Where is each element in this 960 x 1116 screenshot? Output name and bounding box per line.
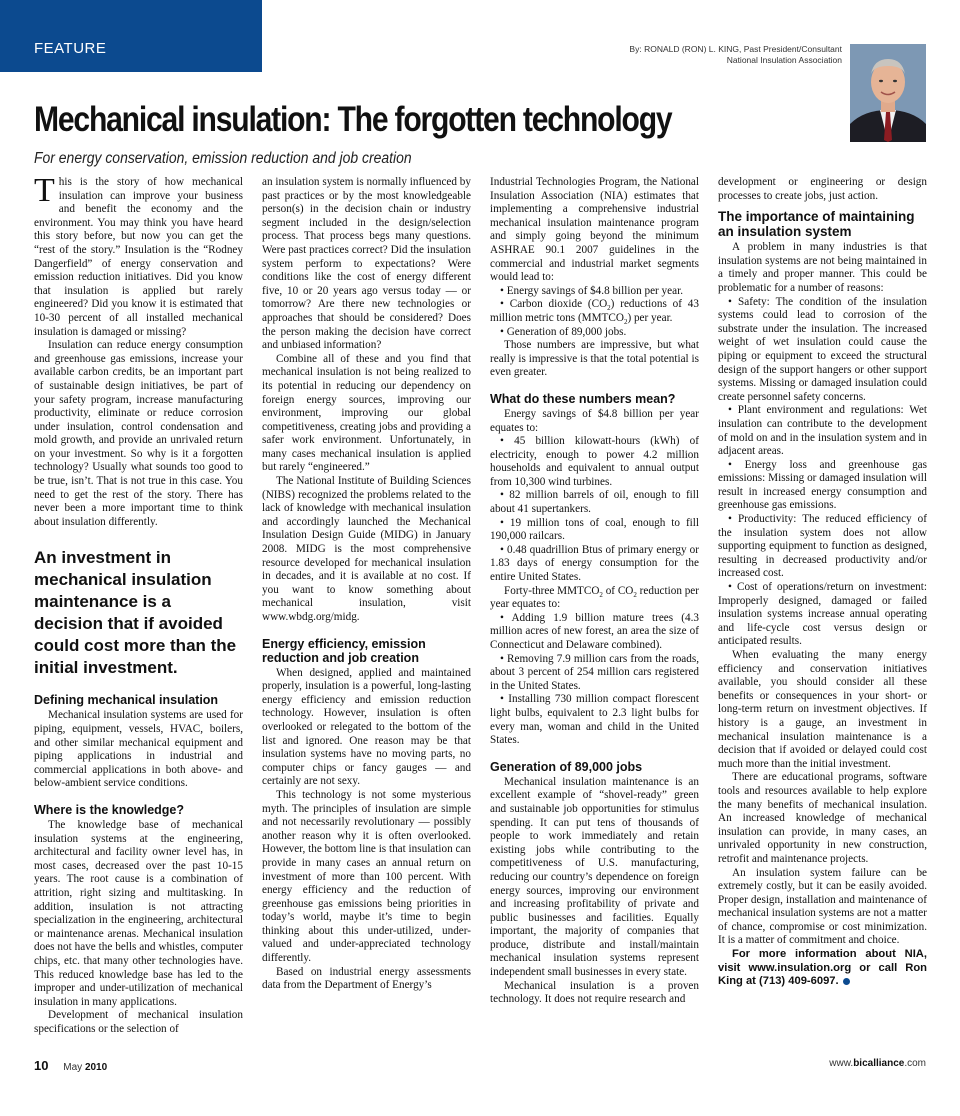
- bullet-item: • Cost of operations/return on investment: Improperly designed, damaged or failed insulation systems increase annual operating and life-cycle cost versus design or anticipated results.: [718, 581, 927, 648]
- paragraph: Combine all of these and you find that mechanical insulation is not being realized to its potential in reducing our dependency on foreign energy sources, improving our environment, improving our global competitiveness, creating jobs and providing a safer work environment. Unfortunately, in many cases mechanical insulation is applied but rarely “engineered.”: [262, 352, 471, 474]
- byline: [482, 44, 842, 65]
- issue-year: 2010: [84, 1062, 108, 1073]
- bullet-item: • Safety: The condition of the insulation systems could lead to corrosion of the substrate under the insulation. The increased weight of wet insulation could cause the piping or equipment to exceed the structural design of the support hangers or other support systems. Missing or damaged insulation could create personnel safety concerns.: [718, 295, 927, 403]
- bullet-item: • Carbon dioxide $(CO_2)$ reductions of 43 million metric tons $(MMTCO_2)$ per year.: [490, 298, 699, 327]
- paragraph: When evaluating the many energy efficiency and conservation initiatives available, you should consider all these benefits or consequences in your short- or long-term return on investment objectives. If history is a gauge, an investment in mechanical insulation maintenance is a decision that if avoided or delayed could cost much more than the initial investment.: [718, 649, 927, 770]
- column-1: [34, 172, 243, 1037]
- website: www.bicalliance.com: [829, 1058, 926, 1069]
- bullet-item: • Generation of 89,000 jobs.: [500, 325, 627, 338]
- bullet-item: • 0.48 quadrillion Btus of primary energy or 1.83 days of energy consumption for the entire United States.: [490, 543, 699, 584]
- paragraph: There are educational programs, software tools and resources available to help explore the many benefits of mechanical insulation. An increased knowledge of mechanical insulation can provide, in many cases, an unrivaled opportunity in new construction, retrofit and maintenance projects.: [718, 771, 927, 865]
- paragraph: A problem in many industries is that insulation systems are not being maintained in a timely and proper manner. This could be problematic for a number of reasons:: [718, 241, 927, 294]
- bullet-item: • Energy savings of $4.8 billion per year.: [500, 284, 683, 297]
- column-3: [490, 176, 699, 1007]
- paragraph: Those numbers are impressive, but what really is impressive is that the total potential is even greater.: [490, 339, 699, 379]
- author-photo: [850, 44, 926, 142]
- paragraph: Forty-three $MMTCO_2$ of $CO_2$ reduction per year equates to:: [490, 584, 700, 611]
- column-2: [262, 176, 471, 993]
- paragraph: Mechanical insulation is a proven technology. It does not require research and: [490, 979, 699, 1006]
- bullet-item: • Energy loss and greenhouse gas emissions: Missing or damaged insulation will result in increased energy consumption and greenhouse gas emissions.: [718, 458, 927, 512]
- contact-info: For more information about NIA, visit www.insulation.org or call Ron King at (713) 409-6097.: [718, 948, 927, 988]
- paragraph: The National Institute of Building Sciences (NIBS) recognized the problems related to the lack of knowledge with mechanical insulation and accordingly launched the Mechanical Insulation Design Guide (MIDG) in January 2008. MIDG is the most comprehensive resource developed for mechanical insulation in decades, and it is available at no cost. If you want to know something about mechanical insulation, visit www.wbdg.org/midg.: [262, 475, 471, 623]
- paragraph: development or engineering or design processes to create jobs, just action.: [718, 176, 927, 202]
- bullet-item: • 82 million barrels of oil, enough to fill about 41 supertankers.: [490, 489, 699, 516]
- bullet-item: • Adding 1.9 billion mature trees (4.3 million acres of new forest, an area the size of Connecticut and Delaware combined).: [490, 611, 699, 651]
- section-heading-numbers: What do these numbers mean?: [490, 391, 676, 406]
- paragraph: When designed, applied and maintained properly, insulation is a powerful, long-lasting energy efficiency and emission reduction technology. However, insulation is often overlooked or relegated to the bottom of the list and ignored. One reason may be that insulation systems have no moving parts, no computer chips or fancy gauges — and certainly are not sexy.: [262, 666, 471, 788]
- bullet-item: • 19 million tons of coal, enough to fill 190,000 railcars.: [490, 516, 699, 543]
- end-mark-icon: [843, 978, 850, 985]
- intro-paragraph: This is the story of how mechanical insulation can improve your business and benefit the economy and the environment. You may think you have heard this story before, but now you can get the “rest of the story.” Insulation is the “Rodney Dangerfield” of energy conservation and emission reduction initiatives. Did you know that insulation is applied but rarely engineered? Did you know it is estimated that 10-30 percent of all installed mechanical insulation is damaged or missing?: [34, 172, 243, 338]
- drop-cap: T: [34, 172, 55, 209]
- section-label: FEATURE: [34, 40, 107, 57]
- bullet-item: • Installing 730 million compact florescent light bulbs, equivalent to 2.3 light bulbs for every man, woman and child in the United States.: [490, 693, 699, 747]
- paragraph: an insulation system is normally influenced by past practices or by the most knowledgeable person(s) in the decision chain or industry segment included in the design/selection process. That process begs many questions. Were past practices correct? Did the insulation system perform to expectations? Were conditions like the cost of energy different five, 10 or 20 years ago versus today — or tomorrow? Are there new technologies or approaches that should be considered? Does the person making the decision have correct and unbiased information?: [262, 176, 471, 352]
- section-heading-knowledge: Where is the knowledge?: [34, 803, 185, 817]
- section-tab: [0, 0, 262, 72]
- article-subtitle: For energy conservation, emission reduction and job creation: [34, 150, 412, 167]
- bullet-item: • Plant environment and regulations: Wet insulation can contribute to the development of mold on and in the insulation system and in adjacent areas.: [718, 404, 927, 458]
- byline-org: National Insulation Association: [726, 54, 842, 65]
- paragraph: Mechanical insulation systems are used for piping, equipment, vessels, HVAC, boilers, and other similar mechanical equipment and piping applications in industrial and commercial applications in both above- and below-ambient service conditions.: [34, 709, 243, 790]
- page-number: 10: [34, 1058, 49, 1073]
- paragraph: An insulation system failure can be extremely costly, but it can be easily avoided. Proper design, installation and maintenance of mechanical insulation systems are not a matter of chance, compromise or cost minimization. It is a matter of commitment and choice.: [718, 866, 927, 947]
- paragraph: Insulation can reduce energy consumption and greenhouse gas emissions, increase your available carbon credits, be an important part of sustainable design initiatives, be part of your safety program, increase manufacturing productivity, eliminate or reduce corrosion under insulation, control condensation and mold growth, and provide an unrivaled return on your investment. So why is it a forgotten technology? Usually what sounds too good to be true, isn’t. That is not true in this case. You need to get the rest of the story. There has never been a more important time to think about insulation differently.: [34, 339, 243, 528]
- byline-author: By: RONALD (RON) L. KING, Past President/Consultant: [629, 44, 842, 54]
- section-heading-jobs: Generation of 89,000 jobs: [490, 759, 643, 774]
- paragraph: This technology is not some mysterious myth. The principles of insulation are simple and not necessarily revolutionary — possibly another reason why it is often overlooked. However, the bottom line is that insulation can provide in many cases an annual return on investment of more than 100 percent. With energy efficiency and the reduction of greenhouse gas emissions being priorities in today’s world, maybe it’s time to begin thinking about this under-utilized, under-valued and under-appreciated technology differently.: [262, 788, 471, 965]
- bullet-item: • 45 billion kilowatt-hours (kWh) of electricity, enough to power 4.2 million households and equivalent to annual output from 10,300 wind turbines.: [490, 435, 699, 488]
- paragraph: Mechanical insulation maintenance is an excellent example of “shovel-ready” green and sustainable job opportunities for stimulus spending. It can put tens of thousands of people to work immediately and retain existing jobs while contributing to the competitiveness of U.S. manufacturing, reducing our country’s dependence on foreign energy sources, improving our environment and increasing profitability of private and public businesses and facilities. Equally important, the majority of companies that produce, distribute and install/maintain mechanical insulation systems represent independent small businesses in every state.: [490, 775, 699, 979]
- section-heading-defining: Defining mechanical insulation: [34, 693, 219, 708]
- paragraph: Based on industrial energy assessments data from the Department of Energy’s: [262, 965, 471, 992]
- section-heading-energy: Energy efficiency, emission reduction and job creation: [262, 636, 426, 665]
- paragraph: Industrial Technologies Program, the National Insulation Association (NIA) estimates that implementing a comprehensive industrial mechanical insulation maintenance program and simply going beyond the minimum ASHRAE 90.1 2007 guidelines in the commercial and industrial market segments would lead to:: [490, 176, 699, 284]
- folio: [34, 1058, 107, 1073]
- paragraph: Development of mechanical insulation specifications or the selection of: [34, 1009, 243, 1035]
- paragraph: Energy savings of $4.8 billion per year equates to:: [490, 407, 699, 434]
- paragraph: The knowledge base of mechanical insulation systems at the engineering, architectural and facility owner level has, in most cases, decreased over the past 10-15 years. The root cause is a combination of attrition, right sizing and multitasking. In addition, insulation is not attracting specialization in the engineering, architectural or maintenance arenas. Mechanical insulation does not have the bells and whistles, computer chips, etc. that many other technologies have. This reduced knowledge base has led to the improper and under-utilization of mechanical insulation in many applications.: [34, 819, 243, 1008]
- article-title: Mechanical insulation: The forgotten technology: [34, 100, 672, 139]
- section-heading-importance: The importance of maintaining an insulation system: [718, 209, 915, 240]
- bullet-item: • Productivity: The reduced efficiency of the insulation system does not allow supporting equipment to function as designed, resulting in decreased productivity and/or increased cost.: [718, 513, 927, 580]
- author-portrait-image: [850, 44, 926, 142]
- pull-quote: An investment in mechanical insulation maintenance is a decision that if avoided could cost more than the initial investment.: [34, 548, 237, 678]
- bullet-item: • Removing 7.9 million cars from the roads, about 3 percent of 254 million cars registered in the United States.: [490, 652, 699, 692]
- issue-month: May: [63, 1062, 83, 1073]
- column-4: [718, 176, 927, 989]
